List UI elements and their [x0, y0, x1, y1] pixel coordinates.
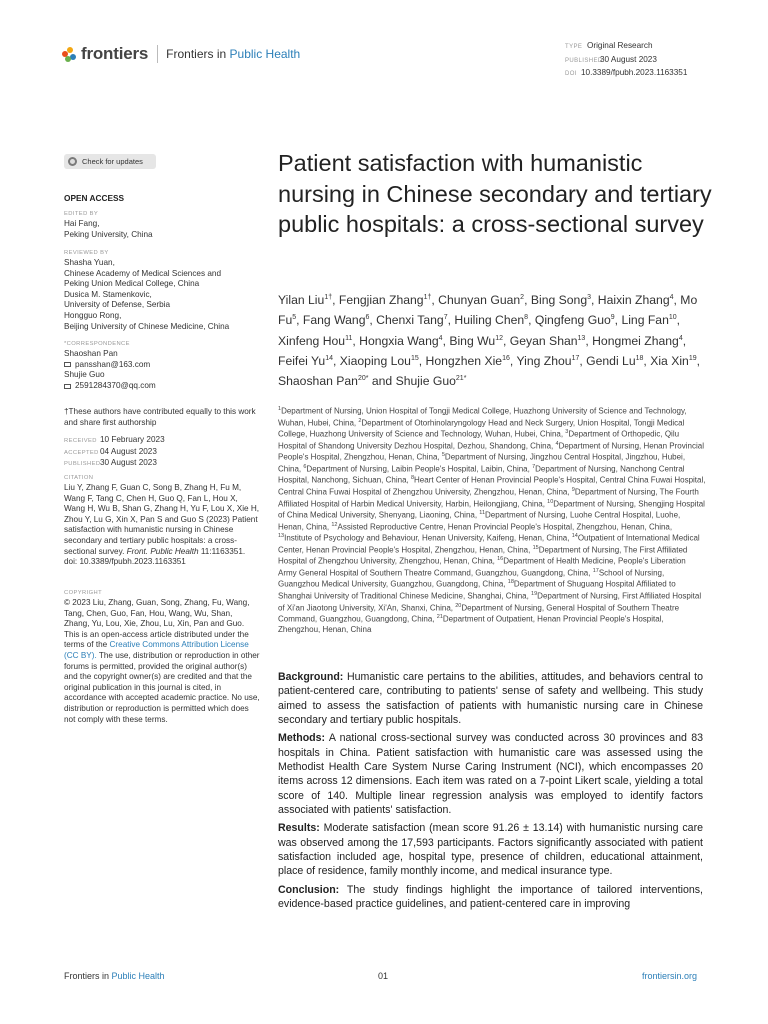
- author-name: Chunyan Guan: [438, 293, 521, 308]
- affiliation-number: 11: [479, 510, 486, 517]
- affiliation-number: 16: [497, 556, 504, 563]
- author-affiliation-mark: 14: [325, 355, 333, 363]
- frontiers-brand: frontiers: [81, 44, 149, 63]
- author-name: Xia Xin: [650, 354, 689, 369]
- author-affiliation-mark: 13: [577, 334, 586, 342]
- author-name: Fengjian Zhang: [338, 293, 424, 308]
- author-name: Shujie Guo: [395, 374, 456, 389]
- affiliation-number: 8: [410, 475, 415, 482]
- affiliation-text: Heart Center of Henan Provincial People's Hospital, Central China Fuwai Hospital, Central China Fuwai Hospital of Zhengzhou University, Zhengzhou, Henan, China,: [278, 476, 706, 497]
- affiliation-text: Department of Nursing, Henan Provincial People's Hospital, Zhengzhou, Henan, China,: [278, 441, 704, 462]
- author-name: Feifei Yu: [278, 354, 326, 369]
- author-name: Fang Wang: [302, 313, 366, 328]
- author-name: Xinfeng Hou: [278, 333, 346, 348]
- author-name: Ling Fan: [621, 313, 669, 328]
- editor-line: Peking University, China: [64, 229, 153, 239]
- citation-label: CITATION: [64, 475, 94, 481]
- affiliation-text: Department of Nursing, The First Affiliated Hospital of Zhengzhou University, Zhengzhou, Henan, China,: [278, 545, 688, 566]
- affiliation-number: 6: [303, 463, 307, 470]
- author-affiliation-mark: 6: [365, 314, 370, 322]
- author-affiliation-mark: 19: [688, 355, 697, 363]
- affiliation-number: 5: [441, 452, 445, 459]
- author-affiliation-mark: 2: [520, 294, 525, 301]
- email-icon: [64, 384, 71, 389]
- author-affiliation-mark: 1†: [324, 294, 333, 301]
- correspondence-label: *CORRESPONDENCE: [64, 341, 130, 347]
- affiliation-text: Department of Nursing, Laibin People's Hospital, Laibin, China,: [306, 464, 533, 474]
- author-list: Yilan Liu$^{1\dagger}$, Fengjian Zhang$^{1\dagger}$, Chunyan Guan$^2$, Bing Song$^3$, Haixin Zhang$^4$, Mo Fu$^5$, Fang Wang$^6$, Chenxi Tang$^7$, Huiling Chen$^8$, Qingfeng Guo$^9$, Ling Fan$^{10}$, Xinfeng Hou$^{11}$, Hongxia Wang$^4$, Bing Wu$^{12}$, Geyan Shan$^{13}$, Hongmei Zhang$^4$, Feifei Yu$^{14}$, Xiaoping Lou$^{15}$, Hongzhen Xie$^{16}$, Ying Zhou$^{17}$, Gendi Lu$^{18}$, Xia Xin$^{19}$, Shaoshan Pan$^{20*}$ and Shujie Guo$^{21*}$: [278, 293, 700, 389]
- author-affiliation-mark: 1†: [423, 294, 432, 301]
- affiliation-number: 21: [436, 614, 443, 621]
- author-affiliation-mark: 9: [610, 314, 615, 322]
- corr-name: Shujie Guo: [64, 370, 105, 380]
- reviewer-line: Beijing University of Chinese Medicine, China: [64, 321, 230, 331]
- doi-value: 10.3389/fpubh.2023.1163351: [581, 68, 688, 77]
- affiliation-text: Department of Nursing, Union Hospital of Tongji Medical College, Huazhong University of Science and Technology, Wuhan, Hubei, China,: [278, 406, 687, 428]
- type-label: TYPE: [565, 44, 583, 50]
- author-affiliation-mark: 7: [443, 314, 448, 322]
- open-access-label: OPEN ACCESS: [64, 193, 125, 203]
- editor-line: Hai Fang,: [64, 219, 100, 228]
- author-affiliation-mark: 10: [668, 314, 677, 322]
- reviewer-line: Hongguo Rong,: [64, 310, 122, 320]
- affiliation-text: Institute of Psychology and Behaviour, Henan University, Kaifeng, Henan, China,: [284, 533, 572, 543]
- page-number: 01: [378, 971, 389, 981]
- author-name: Hongxia Wang: [359, 333, 439, 348]
- affiliation-text: Department of Otorhinolaryngology Head and Neck Surgery, Union Hospital, Tongji Medical College, Huazhong University of Science and Technology, Wuhan, Hubei, China,: [278, 418, 685, 439]
- reviewer-line: Shasha Yuan,: [64, 258, 115, 267]
- affiliation-number: 13: [278, 533, 285, 540]
- equal-contribution-footnote: †These authors have contributed equally to this work and share first authorship: [64, 407, 256, 427]
- affiliation-text: Department of Outpatient, Henan Provincial People's Hospital, Zhengzhou, Henan, China: [278, 614, 664, 634]
- author-name: Xiaoping Lou: [339, 354, 411, 369]
- affiliation-number: 1: [278, 406, 282, 412]
- author-affiliation-mark: 15: [410, 355, 419, 363]
- author-affiliation-mark: 17: [571, 355, 580, 363]
- affiliation-text: Department of Nursing, Shengjing Hospital of China Medical University, Shenyang, Liaoning, China,: [278, 499, 705, 520]
- received-value: 10 February 2023: [100, 435, 165, 444]
- author-affiliation-mark: 18: [635, 355, 644, 363]
- author-name: Huiling Chen: [454, 313, 525, 328]
- affiliation-number: 12: [331, 521, 338, 528]
- article-meta: [565, 40, 687, 81]
- edited-by-block: [64, 210, 262, 240]
- author-affiliation-mark: 20*: [357, 375, 369, 383]
- check-for-updates-button[interactable]: [64, 154, 156, 169]
- affiliation-number: 19: [531, 591, 538, 597]
- footer-site-link[interactable]: frontiersin.org: [642, 971, 698, 981]
- affiliations: [278, 405, 706, 635]
- frontiers-logo-icon: [62, 47, 77, 62]
- abstract-methods: Methods: A national cross-sectional survey was conducted across 30 provinces and 83 hospitals in China. Patient satisfaction with humanistic care was assessed using the Methodist Health Care System Nurse Caring Instrument (NCI), which encompasses 20 items across 12 dimensions. Each item was rated on a 7-point Likert scale, yielding a total score of 140. Multiple linear regression analysis was employed to identify factors associated with patients' satisfaction.: [278, 732, 703, 816]
- header-divider: [157, 45, 158, 63]
- reviewed-by-label: REVIEWED BY: [64, 250, 109, 256]
- affiliation-number: 14: [571, 533, 578, 540]
- received-label: RECEIVED: [64, 438, 97, 444]
- author-name: Chenxi Tang: [376, 313, 444, 328]
- author-affiliation-mark: 8: [524, 314, 529, 322]
- citation-text: Liu Y, Zhang F, Guan C, Song B, Zhang H, Fu M, Wang F, Tang C, Chen H, Guo Q, Fan L, Hou X, Wang H, Wu B, Shan G, Zhang H, Yu F, Lou X, Xie H, Zhou Y, Lu G, Xin X, Pan S and Guo S (2023) Patient satisfaction with humanistic nursing in Chinese secondary and tertiary public hospitals: a cross-sectional survey. Front. Public Health 11:1163351. doi: 10.3389/fpubh.2023.1163351: [64, 483, 260, 567]
- author-affiliation-mark: 11: [345, 334, 353, 342]
- author-affiliation-mark: 4: [438, 334, 443, 342]
- affiliation-number: 17: [592, 567, 599, 574]
- author-name: Bing Song: [530, 293, 588, 308]
- author-name: Mo Fu: [278, 293, 698, 328]
- affiliation-text: Assisted Reproductive Centre, Henan Provincial People's Hospital, Zhengzhou, Henan, China,: [337, 522, 673, 532]
- author-name: Haixin Zhang: [597, 293, 670, 308]
- author-name: Bing Wu: [449, 333, 496, 348]
- affiliation-text: Department of Shuguang Hospital Affiliated to Shanghai University of Traditional Chinese Medicine, Shanghai, China,: [278, 580, 676, 601]
- accepted-value: 04 August 2023: [100, 446, 157, 456]
- frontiers-header: [62, 44, 300, 64]
- abstract-results: Results: Moderate satisfaction (mean score 91.26 ± 13.14) with humanistic nursing care was observed among the 17,593 participants. Factors significantly associated with patient satisfaction included age, hospital type, presence of children, educational attainment, place of residence, family monthly income, and medical insurance type.: [278, 822, 703, 878]
- edited-by-label: EDITED BY: [64, 211, 99, 217]
- copyright-text: © 2023 Liu, Zhang, Guan, Song, Zhang, Fu, Wang, Tang, Chen, Guo, Fan, Hou, Wang, Wu, Shan, Zhang, Yu, Lou, Xie, Zhou, Lu, Xin, Pan and Guo. This is an open-access article distributed under the terms of the Creative Commons Attribution License (CC BY). The use, distribution or reproduction in other forums is permitted, provided the original author(s) and the copyright owner(s) are credited and that the original publication in this journal is cited, in accordance with accepted academic practice. No use, distribution or reproduction is permitted which does not comply with these terms.: [64, 598, 260, 724]
- affiliation-text: Department of Nursing, The Fourth Affiliated Hospital of Harbin Medical University, Harbin, Heilongjiang, China,: [278, 487, 699, 509]
- affiliation-number: 2: [358, 417, 362, 424]
- affiliation-number: 9: [571, 486, 575, 493]
- author-name: Hongmei Zhang: [592, 333, 679, 348]
- affiliation-text: Department of Health Medicine, People's Liberation Army General Hospital of Southern Theatre Command, Guangzhou, Guangdong, China,: [278, 556, 686, 578]
- published-value: 30 August 2023: [600, 54, 657, 64]
- author-name: Qingfeng Guo: [534, 313, 611, 328]
- published-value: 30 August 2023: [100, 458, 157, 468]
- published-label: PUBLISHED: [565, 57, 603, 64]
- copyright-block: [64, 589, 260, 725]
- author-affiliation-mark: 16: [502, 355, 510, 363]
- reviewer-line: Dusica M. Stamenkovic,: [64, 289, 152, 299]
- reviewed-by-block: [64, 249, 262, 332]
- affiliation-text: Department of Orthopedic, Qilu Hospital of Shandong University Dezhou Hospital, Dezhou, Shandong, China,: [278, 429, 680, 451]
- author-name: Geyan Shan: [509, 333, 578, 348]
- affiliation-number: 7: [532, 463, 536, 470]
- author-name: Gendi Lu: [586, 354, 636, 369]
- author-name: Shaoshan Pan: [278, 374, 358, 389]
- cc-by-link[interactable]: Creative Commons Attribution License (CC BY).: [64, 640, 249, 660]
- reviewer-line: Chinese Academy of Medical Sciences and: [64, 268, 222, 278]
- affiliation-text: School of Nursing, Guangzhou Medical University, Guangzhou, Guangdong, China,: [278, 568, 665, 590]
- corr-email[interactable]: 2591284370@qq.com: [75, 380, 156, 390]
- copyright-label: COPYRIGHT: [64, 590, 103, 596]
- author-affiliation-mark: 4: [678, 334, 683, 342]
- author-name: Ying Zhou: [516, 354, 572, 369]
- published-label: PUBLISHED: [64, 461, 101, 468]
- affiliation-text: Department of Nursing, General Hospital of Southern Theatre Command, Guangzhou, Guangdong, China,: [278, 603, 680, 624]
- accepted-label: ACCEPTED: [64, 449, 99, 456]
- reviewer-line: Peking Union Medical College, China: [64, 279, 200, 289]
- abstract-background: Background: Humanistic care pertains to the abilities, attitudes, and behaviors central to patient-centered care, contributing to patients' sense of safety and wellbeing. This study aimed to assess the satisfaction of patients with humanistic nursing care in Chinese secondary and tertiary public hospitals.: [278, 671, 703, 726]
- correspondence-block: [64, 340, 262, 391]
- author-affiliation-mark: 3: [587, 294, 592, 301]
- email-icon: [64, 362, 71, 367]
- author-name: Yilan Liu: [278, 293, 325, 308]
- affiliation-number: 10: [547, 498, 554, 505]
- affiliation-text: Department of Nursing, First Affiliated Hospital of Xi'an Jiaotong University, Xi'An, Shanxi, China,: [278, 591, 702, 613]
- reviewer-line: University of Defense, Serbia: [64, 300, 171, 310]
- abstract: [278, 670, 703, 916]
- affiliation-number: 20: [455, 602, 462, 609]
- affiliation-number: 15: [532, 544, 539, 551]
- article-title: Patient satisfaction with humanistic nursing in Chinese secondary and tertiary public hospitals: a cross-sectional survey: [278, 150, 712, 237]
- corr-name: Shaoshan Pan: [64, 349, 118, 358]
- journal-name[interactable]: Frontiers in Public Health: [166, 47, 301, 61]
- author-affiliation-mark: 5: [292, 314, 297, 322]
- affiliation-number: 3: [565, 429, 569, 436]
- check-updates-icon: [68, 157, 77, 166]
- corr-email[interactable]: pansshan@163.com: [75, 359, 151, 369]
- dates-block: [64, 435, 262, 470]
- affiliation-text: Department of Nursing, Jingzhou Central Hospital, Jingzhou, Hubei, China,: [278, 452, 686, 474]
- affiliation-text: Department of Nursing, Nanchong Central Hospital, Nanchong, Sichuan, China,: [278, 464, 685, 486]
- type-value: Original Research: [587, 41, 653, 50]
- affiliation-number: 4: [555, 440, 559, 447]
- doi-label: DOI: [565, 71, 577, 77]
- check-updates-label: Check for updates: [82, 157, 143, 166]
- author-affiliation-mark: 12: [495, 334, 503, 342]
- author-affiliation-mark: 21*: [455, 375, 467, 383]
- abstract-conclusion: Conclusion: The study findings highlight the importance of tailored interventions, evidence-based practice guidelines, and patient-centered care in improving: [278, 883, 703, 911]
- footer-journal: Frontiers in Public Health: [64, 971, 165, 981]
- affiliation-text: Department of Nursing, Luohe Central Hospital, Luohe, Henan, China,: [278, 510, 681, 532]
- affiliation-text: Outpatient of International Medical Center, Henan Provincial People's Hospital, Zhengzhou, Henan, China,: [278, 533, 700, 555]
- citation-block: [64, 474, 260, 568]
- author-affiliation-mark: 4: [669, 294, 674, 301]
- author-name: Hongzhen Xie: [425, 354, 503, 369]
- affiliation-number: 18: [507, 579, 514, 586]
